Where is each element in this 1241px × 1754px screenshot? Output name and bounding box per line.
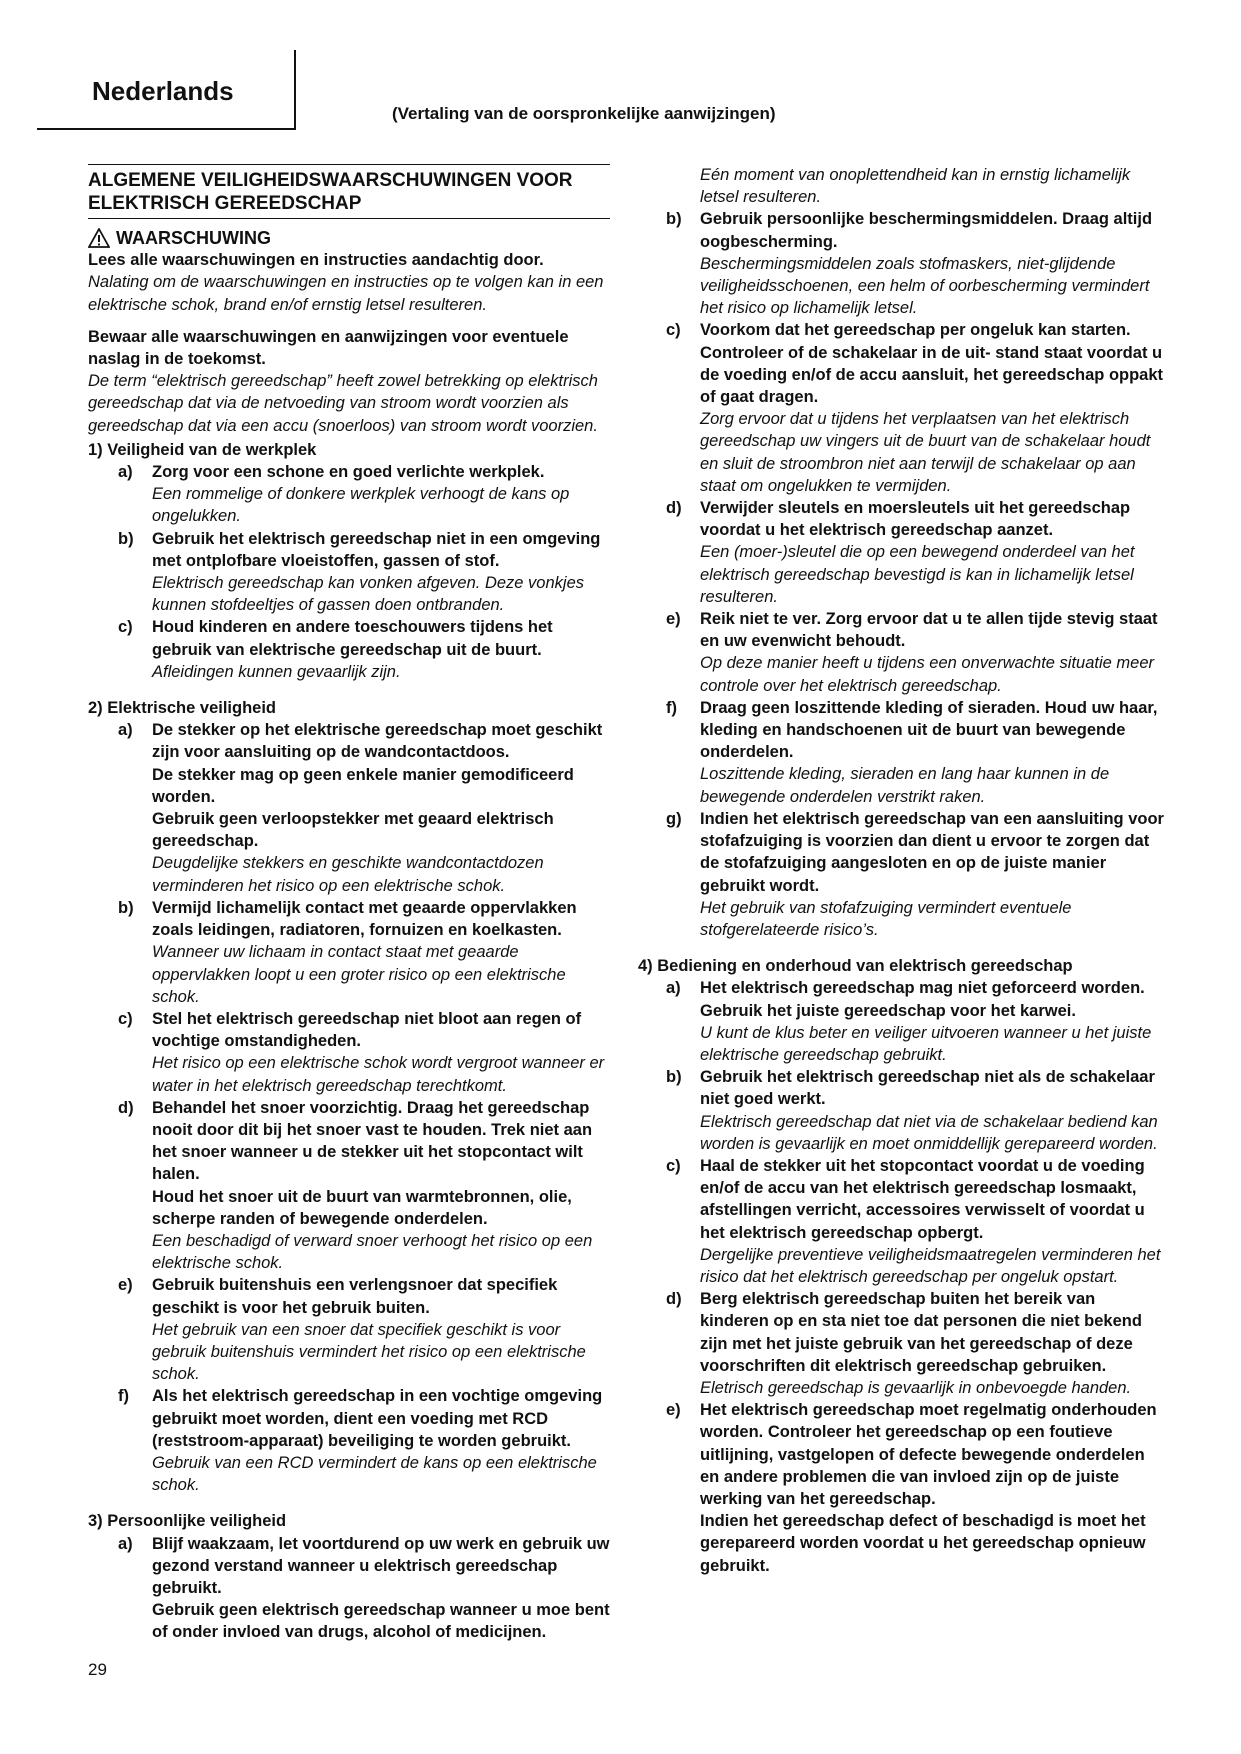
warning-line1: Lees alle waarschuwingen en instructies aandachtig door.: [88, 251, 544, 270]
warning-line2: Nalating om de waarschuwingen en instructies op te volgen kan in een elektrische schok, brand en/of ernstig letsel resulteren.: [88, 273, 604, 314]
right-column: [638, 164, 1166, 1577]
list-item: b) Gebruik het elektrisch gereedschap niet in een omgeving met ontplofbare vloeistoffen, gassen of stof. Elektrisch gereedschap kan vonken afgeven. Deze vonkjes kunnen stofdeeltjes of gassen doen ontbranden.: [118, 529, 601, 615]
header-horizontal-rule: [37, 128, 296, 130]
list-item: b) Vermijd lichamelijk contact met geaarde oppervlakken zoals leidingen, radiatoren, fornuizen en koelkasten. Wanneer uw lichaam in contact staat met geaarde oppervlakken loopt u een groter risico op een elektrische schok.: [118, 898, 577, 1006]
list-item: b) Gebruik het elektrisch gereedschap niet als de schakelaar niet goed werkt. Elektrisch gereedschap dat niet via de schakelaar bediend kan worden is gevaarlijk en moet onmiddellijk gerepareerd worden.: [666, 1068, 1158, 1153]
list-item: c) Haal de stekker uit het stopcontact voordat u de voeding en/of de accu van het elektrisch gereedschap losmaakt, afstellingen verricht, accessoires verwisselt of voordat u het elektrisch gereedschap opbergt. Dergelijke preventieve veiligheidsmaatregelen verminderen het risico dat het elektrisch gereedschap per ongeluk opstart.: [666, 1156, 1161, 1286]
list-item: a) Blijf waakzaam, let voortdurend op uw werk en gebruik uw gezond verstand wanneer u elektrisch gereedschap gebruikt. Gebruik geen elektrisch gereedschap wanneer u moe bent of onder invloed van drugs, alcohol of medicijnen.: [118, 1534, 610, 1642]
list-item: c) Houd kinderen en andere toeschouwers tijdens het gebruik van elektrische gereedschap uit de buurt. Afleidingen kunnen gevaarlijk zijn.: [118, 618, 553, 681]
continued-text: Eén moment van onoplettendheid kan in ernstig lichamelijk letsel resulteren.: [700, 166, 1131, 207]
section-2-heading: 2) Elektrische veiligheid: [88, 699, 276, 718]
document-title: ALGEMENE VEILIGHEIDSWAARSCHUWINGEN VOOR ELEKTRISCH GEREEDSCHAP: [88, 164, 610, 219]
page-number: 29: [88, 1660, 107, 1679]
list-item: d) Verwijder sleutels en moersleutels uit het gereedschap voordat u het elektrisch gereedschap aanzet. Een (moer-)sleutel die op een bewegend onderdeel van het elektrisch gereedschap bevestigd is kan in lichamelijk letsel resulteren.: [666, 499, 1135, 606]
list-item: e) Gebruik buitenshuis een verlengsnoer dat specifiek geschikt is voor het gebruik buiten. Het gebruik van een snoer dat specifiek geschikt is voor gebruik buitenshuis vermindert het risico op een elektrische schok.: [118, 1276, 586, 1384]
list-item: e) Reik niet te ver. Zorg ervoor dat u te allen tijde stevig staat en uw evenwicht behoudt. Op deze manier heeft u tijdens een onverwachte situatie meer controle over het elektrisch gereedschap.: [666, 610, 1158, 695]
list-item: a) Zorg voor een schone en goed verlichte werkplek. Een rommelige of donkere werkplek verhoogt de kans op ongelukken.: [118, 463, 570, 526]
list-item: e) Het elektrisch gereedschap moet regelmatig onderhouden worden. Controleer het gereedschap op een foutieve uitlijning, vastgelopen of defecte bewegende onderdelen en andere problemen die van invloed zijn op de juiste werking van het gereedschap. Indien het gereedschap defect of beschadigd is moet het gerepareerd worden voordat u het gereedschap opnieuw gebruikt.: [666, 1401, 1157, 1575]
list-item: a) De stekker op het elektrische gereedschap moet geschikt zijn voor aansluiting op de wandcontactdoos. De stekker mag op geen enkele manier gemodificeerd worden. Gebruik geen verloopstekker met geaard elektrisch gereedschap. Deugdelijke stekkers en geschikte wandcontactdozen verminderen het risico op een elektrische schok.: [118, 721, 603, 895]
section-4-heading: 4) Bediening en onderhoud van elektrisch gereedschap: [638, 957, 1073, 976]
section-3-heading: 3) Persoonlijke veiligheid: [88, 1512, 287, 1531]
list-item: a) Het elektrisch gereedschap mag niet geforceerd worden. Gebruik het juiste gereedschap voor het karwei. U kunt de klus beter en veiliger uitvoeren wanneer u het juiste elektrische gereedschap gebruikt.: [666, 979, 1152, 1064]
section-1-heading: 1) Veiligheid van de werkplek: [88, 440, 317, 459]
list-item: d) Berg elektrisch gereedschap buiten het bereik van kinderen op en sta niet toe dat personen die niet bekend zijn met het juiste gebruik van het gereedschap of deze voorschriften dit elektrisch gereedschap gebruiken. Eletrisch gereedschap is gevaarlijk in onbevoegde handen.: [666, 1290, 1142, 1397]
list-item: d) Behandel het snoer voorzichtig. Draag het gereedschap nooit door dit bij het snoer vast te houden. Trek niet aan het snoer wanneer u de stekker uit het stopcontact wilt halen. Houd het snoer uit de buurt van warmtebronnen, olie, scherpe randen of bewegende onderdelen. Een beschadigd of verward snoer verhoogt het risico op een elektrische schok.: [118, 1098, 593, 1273]
warning-heading-text: WAARSCHUWING: [116, 228, 271, 248]
list-item: c) Voorkom dat het gereedschap per ongeluk kan starten. Controleer of de schakelaar in de uit- stand staat voordat u de voeding en/of de accu aansluit, het gereedschap oppakt of gaat dragen. Zorg ervoor dat u tijdens het verplaatsen van het elektrisch gereedschap uw vingers uit de buurt van de schakelaar houdt en sluit de stroombron niet aan terwijl de schakelaar op aan staat om ongelukken te vermijden.: [666, 321, 1164, 495]
list-item: b) Gebruik persoonlijke beschermingsmiddelen. Draag altijd oogbescherming. Beschermingsmiddelen zoals stofmaskers, niet-glijdende veiligheidsschoenen, een helm of oorbescherming vermindert het risico op lichamelijk letsel.: [666, 210, 1153, 318]
header-vertical-rule: [294, 50, 296, 129]
term-definition: De term “elektrisch gereedschap” heeft zowel betrekking op elektrisch gereedschap dat via de netvoeding van stroom wordt voorzien als gereedschap dat via een accu (snoerloos) van stroom wordt voorzien.: [88, 372, 598, 435]
warning-heading: [88, 227, 610, 249]
warning-triangle-icon: [88, 228, 110, 248]
list-item: g) Indien het elektrisch gereedschap van een aansluiting voor stofafzuiging is voorzien dan dient u ervoor te zorgen dat de stofafzuiging aangesloten en op de juiste manier gebruikt wordt. Het gebruik van stofafzuiging vermindert eventuele stofgerelateerde risico’s.: [666, 809, 1164, 939]
left-column: [88, 164, 610, 1644]
keep-instructions: Bewaar alle waarschuwingen en aanwijzingen voor eventuele naslag in de toekomst.: [88, 327, 569, 369]
language-heading: Nederlands: [92, 76, 234, 106]
list-item: f) Draag geen loszittende kleding of sieraden. Houd uw haar, kleding en handschoenen uit de buurt van bewegende onderdelen. Loszittende kleding, sieraden en lang haar kunnen in de bewegende onderdelen verstrikt raken.: [666, 698, 1158, 806]
translation-subtitle: (Vertaling van de oorspronkelijke aanwijzingen): [392, 104, 776, 123]
list-item: f) Als het elektrisch gereedschap in een vochtige omgeving gebruikt moet worden, dient een voeding met RCD (reststroom-apparaat) beveiliging te worden gebruikt. Gebruik van een RCD vermindert de kans op een elektrische schok.: [118, 1387, 603, 1495]
list-item: c) Stel het elektrisch gereedschap niet bloot aan regen of vochtige omstandigheden. Het risico op een elektrische schok wordt vergroot wanneer er water in het elektrisch gereedschap terechtkomt.: [118, 1009, 605, 1095]
